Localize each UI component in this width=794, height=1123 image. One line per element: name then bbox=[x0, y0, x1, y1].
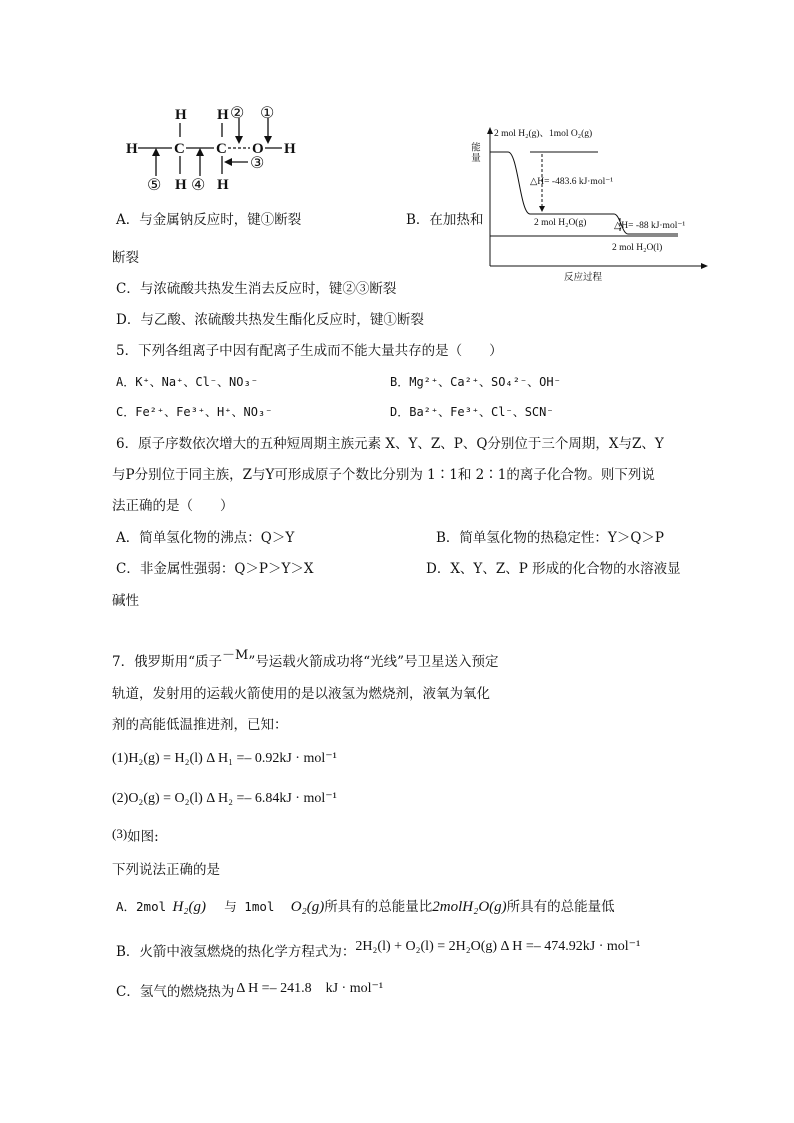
q7-a-h2: H₂(g) bbox=[172, 899, 206, 915]
energy-diagram bbox=[469, 124, 712, 284]
q7-eq3-label: (3) bbox=[112, 826, 128, 841]
q7-option-c bbox=[116, 981, 384, 1000]
q4-option-b-cont: 断裂 bbox=[112, 250, 139, 266]
dh1-label: △H= -483.6 kJ·mol⁻¹ bbox=[530, 177, 614, 187]
atom-o: O bbox=[252, 141, 264, 157]
q6-option-a: A．简单氢化物的沸点：Q＞Y bbox=[116, 530, 295, 546]
q6-stem-line3: 法正确的是（ ） bbox=[112, 498, 234, 514]
dh2-label: △H= -88 kJ·mol⁻¹ bbox=[614, 221, 686, 231]
q5-stem: 5．下列各组离子中因有配离子生成而不能大量共存的是（ ） bbox=[116, 343, 503, 359]
energy-xlabel: 反应过程 bbox=[564, 273, 603, 283]
q7-stem-part2: ”号运载火箭成功将“光线”号卫星送入预定 bbox=[248, 654, 499, 670]
q5-option-b: B．Mg²⁺、Ca²⁺、SO₄²⁻、OH⁻ bbox=[390, 375, 561, 389]
q7-eq3 bbox=[112, 826, 159, 845]
q7-a-part5: 所具有的总能量比 bbox=[324, 899, 433, 915]
atom-h-top1: H bbox=[175, 107, 187, 123]
q7-b-eq: 2H₂(l) + O₂(l) = 2H₂O(g) Δ H =– 474.92kJ · mol⁻¹ bbox=[355, 939, 641, 954]
q7-option-a bbox=[116, 900, 615, 915]
q7-option-b bbox=[116, 939, 641, 960]
q7-b-part1: B．火箭中液氢燃烧的热化学方程式为： bbox=[116, 944, 356, 960]
q7-c-part1: C．氢气的燃烧热为 bbox=[116, 984, 235, 1000]
atom-h-bot2: H bbox=[217, 177, 229, 193]
state-low-label: 2 mol H₂O(l) bbox=[612, 243, 663, 253]
q7-stem-line1 bbox=[112, 648, 499, 670]
q5-option-c: C．Fe²⁺、Fe³⁺、H⁺、NO₃⁻ bbox=[116, 405, 273, 419]
energy-ylabel: 能量 bbox=[469, 142, 479, 163]
state-mid-label: 2 mol H₂O(g) bbox=[534, 218, 587, 228]
atom-h-right: H bbox=[284, 141, 296, 157]
q6-stem-line2: 与P分别位于同主族，Z与Y可形成原子个数比分别为 1∶1和 2∶1的离子化合物。则下列说 bbox=[112, 467, 655, 483]
q7-a-part1: A．2mol bbox=[116, 899, 167, 914]
bond-label-1: ① bbox=[260, 105, 275, 122]
q6-stem-line1: 6．原子序数依次增大的五种短周期主族元素 X、Y、Z、P、Q分别位于三个周期，X与Z、Y bbox=[116, 436, 664, 452]
q6-option-c: C．非金属性强弱：Q＞P＞Y＞X bbox=[116, 561, 314, 577]
bond-label-3: ③ bbox=[250, 155, 265, 172]
q4-option-b: B．在加热和 bbox=[406, 212, 484, 228]
q7-a-o2: O₂(g) bbox=[290, 899, 325, 915]
atom-c2: C bbox=[216, 141, 227, 157]
q7-stem-line2: 轨道，发射用的运载火箭使用的是以液氢为燃烧剂，液氧为氧化 bbox=[112, 686, 490, 702]
atom-c1: C bbox=[174, 141, 185, 157]
q6-option-b: B．简单氢化物的热稳定性：Y＞Q＞P bbox=[436, 530, 664, 546]
q7-a-part7: 所具有的总能量低 bbox=[506, 899, 615, 915]
q7-question: 下列说法正确的是 bbox=[112, 862, 220, 878]
q7-eq2: (2)O₂(g) = O₂(l) Δ H₂ =– 6.84kJ · mol⁻¹ bbox=[112, 791, 337, 806]
q5-option-d: D．Ba²⁺、Fe³⁺、Cl⁻、SCN⁻ bbox=[390, 405, 554, 419]
q7-eq3-text: 如图: bbox=[127, 829, 159, 845]
state-top-label: 2 mol H₂(g)、1mol O₂(g) bbox=[494, 129, 593, 139]
atom-h-left: H bbox=[126, 141, 138, 157]
q7-eq1: (1)H₂(g) = H₂(l) Δ H₁ =– 0.92kJ · mol⁻¹ bbox=[112, 751, 337, 766]
q7-a-h2o: 2molH₂O(g) bbox=[432, 899, 507, 915]
q6-option-d: D．X、Y、Z、P 形成的化合物的水溶液显 bbox=[426, 561, 681, 577]
bond-label-4: ④ bbox=[191, 177, 206, 194]
q4-option-a: A．与金属钠反应时，键①断裂 bbox=[116, 212, 302, 228]
bond-label-2: ② bbox=[230, 105, 245, 122]
atom-h-bot1: H bbox=[175, 177, 187, 193]
q6-option-d-cont: 碱性 bbox=[112, 593, 139, 609]
q4-option-c: C．与浓硫酸共热发生消去反应时，键②③断裂 bbox=[116, 281, 397, 297]
ethanol-structure bbox=[120, 102, 420, 192]
q7-stem-m: －M bbox=[222, 648, 249, 663]
bond-label-5: ⑤ bbox=[147, 177, 162, 194]
q5-option-a: A．K⁺、Na⁺、Cl⁻、NO₃⁻ bbox=[116, 375, 258, 389]
atom-h-top2: H bbox=[217, 107, 229, 123]
q7-stem-part1: 7．俄罗斯用“质子 bbox=[112, 654, 222, 670]
q7-c-dh: Δ H =– 241.8 kJ · mol⁻¹ bbox=[236, 981, 384, 996]
q7-stem-line3: 剂的高能低温推进剂，已知： bbox=[112, 717, 288, 733]
q4-option-d: D．与乙酸、浓硫酸共热发生酯化反应时，键①断裂 bbox=[116, 312, 424, 328]
q7-a-part3: 与 1mol bbox=[224, 899, 275, 914]
